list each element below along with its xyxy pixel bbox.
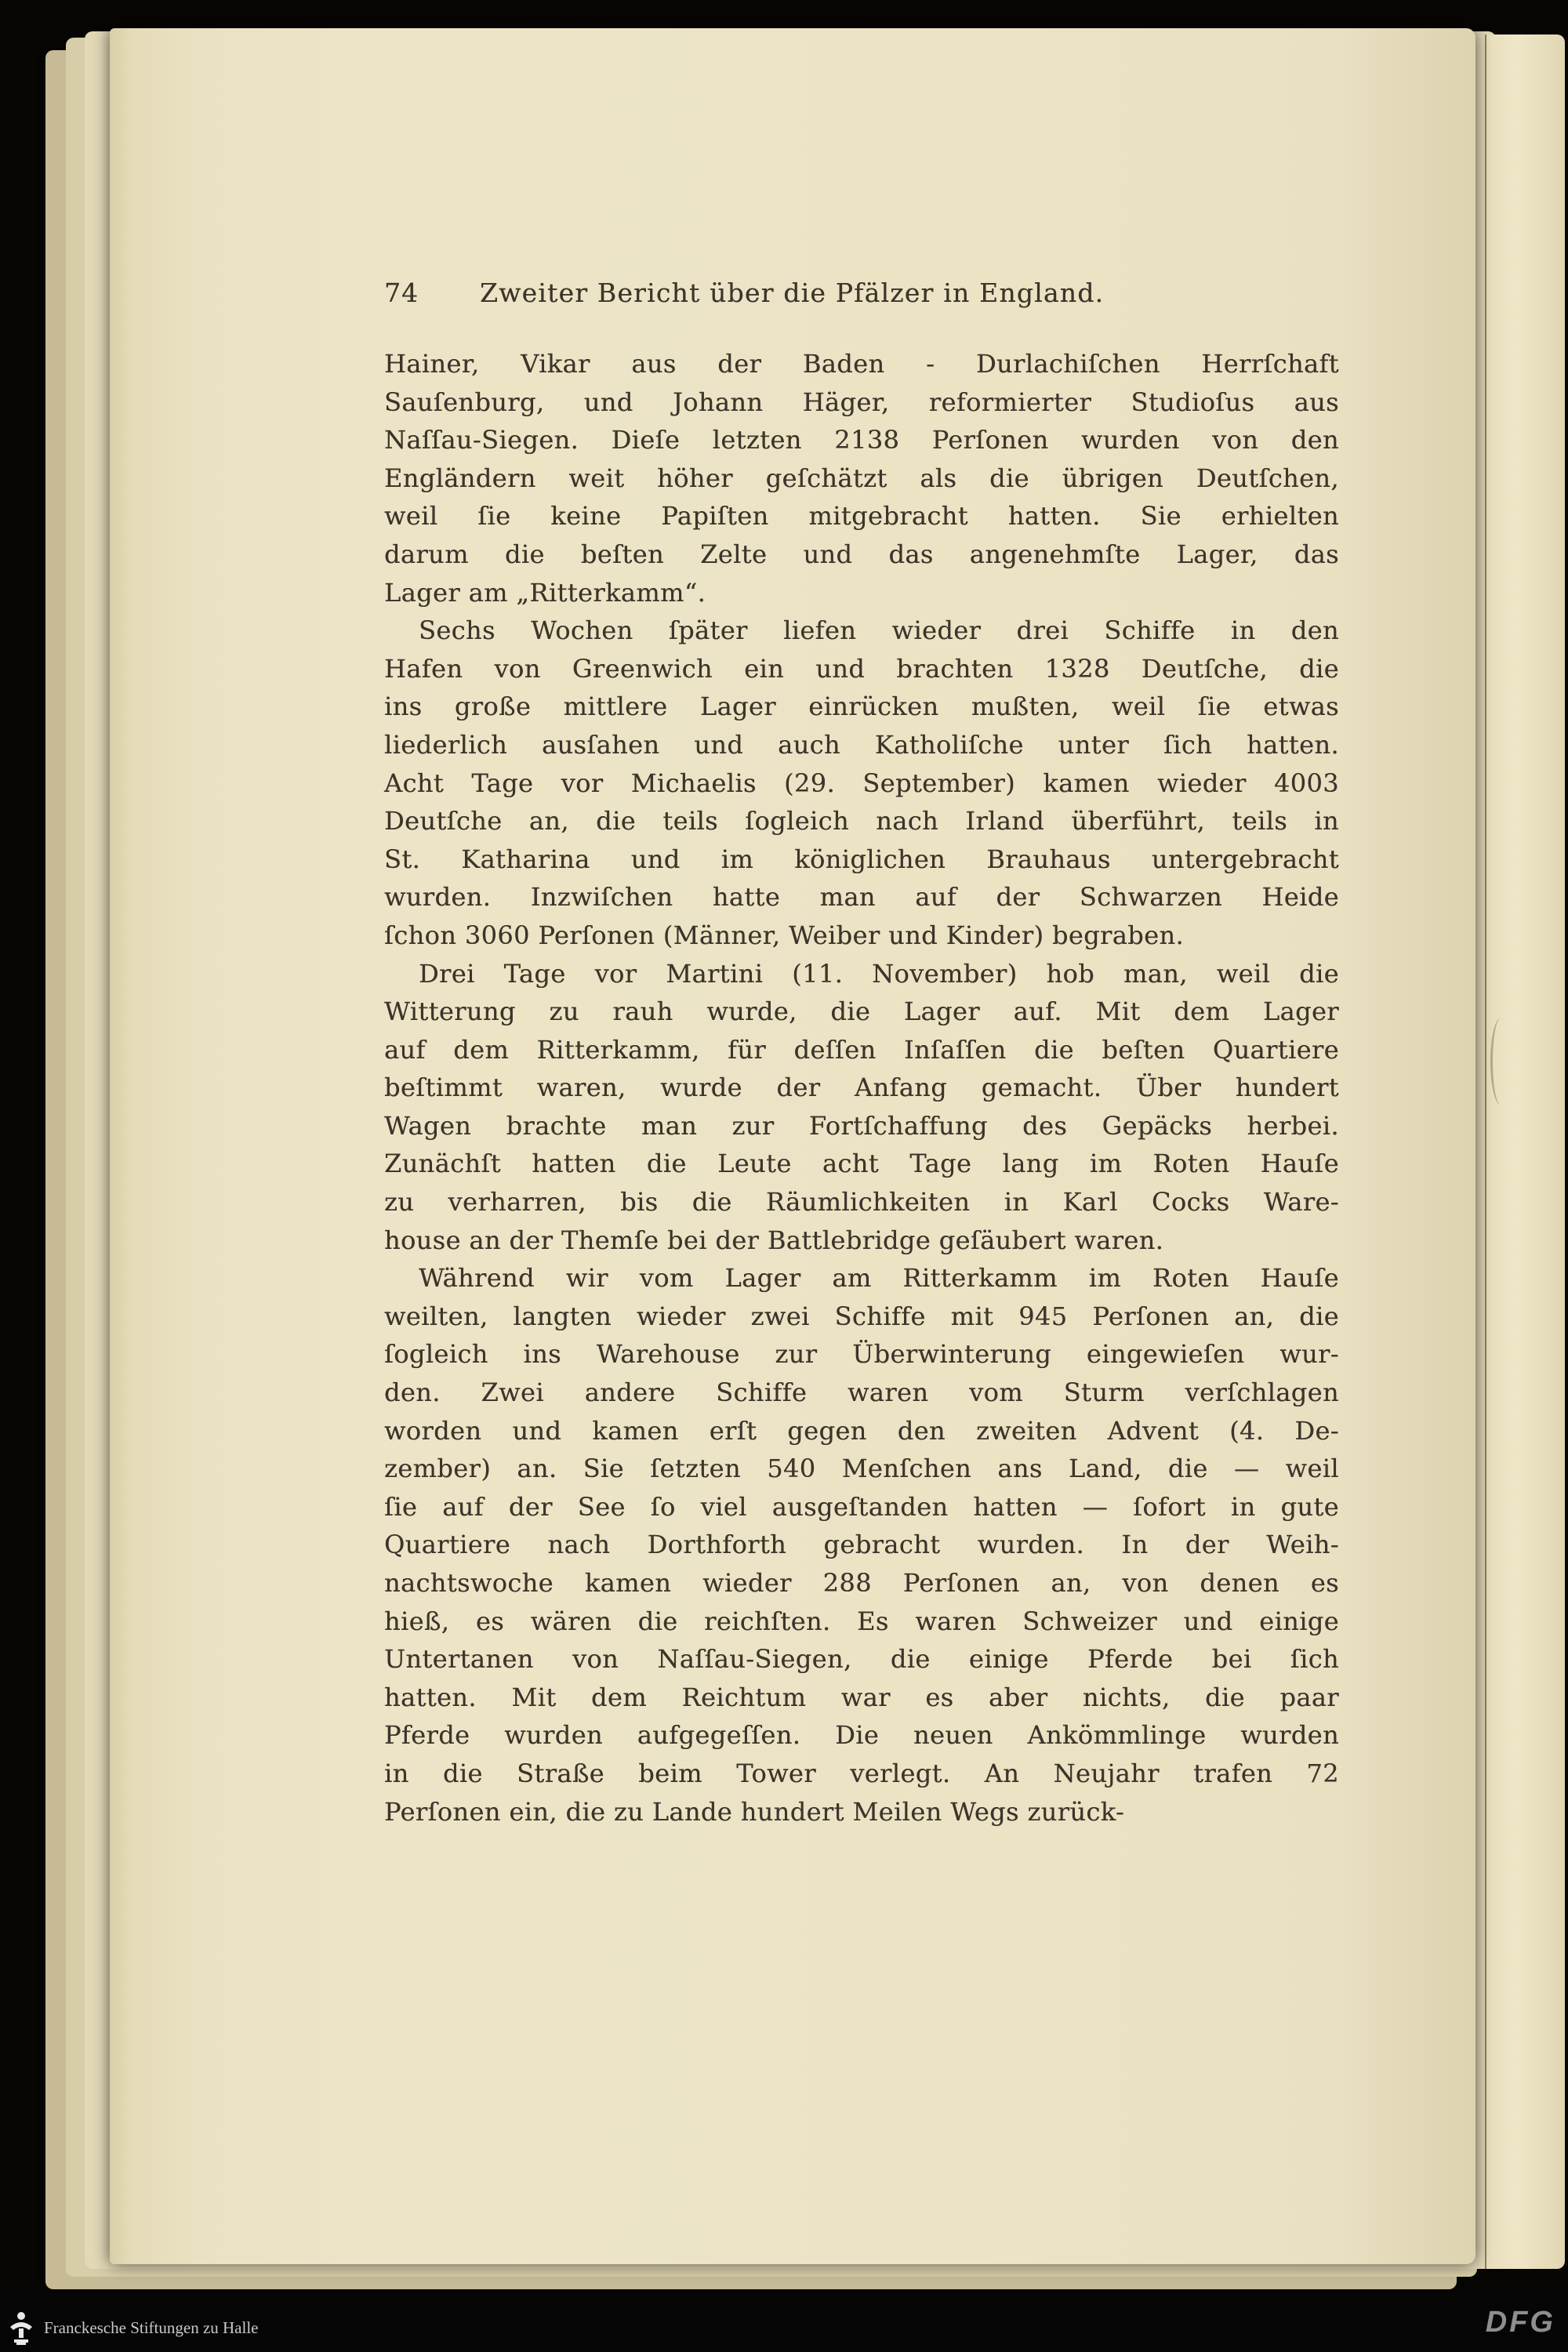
text-line: in die Straße beim Tower verlegt. An Neujahr trafen 72 xyxy=(384,1758,1339,1788)
text-line: hieß, es wären die reichſten. Es waren Schweizer und einige xyxy=(384,1606,1339,1636)
text-line: Engländern weit höher geſchätzt als die übrigen Deutſchen, xyxy=(384,463,1339,493)
page-number: 74 xyxy=(384,278,419,308)
book-page xyxy=(110,28,1475,2264)
text-line: liederlich ausſahen und auch Katholiſche unter ſich hatten. xyxy=(384,729,1339,760)
text-line: Deutſche an, die teils ſogleich nach Irland überführt, teils in xyxy=(384,806,1339,837)
running-title: Zweiter Bericht über die Pfälzer in England. xyxy=(480,278,1105,308)
text-line: Hafen von Greenwich ein und brachten 1328 Deutſche, die xyxy=(384,653,1339,684)
dfg-logo: DFG xyxy=(1485,2306,1555,2339)
page-header xyxy=(384,278,1339,308)
text-line: den. Zwei andere Schiffe waren vom Sturm verſchlagen xyxy=(384,1377,1339,1408)
text-line: Wagen brachte man zur Fortſchaffung des Gepäcks herbei. xyxy=(384,1110,1339,1141)
text-line: zu verharren, bis die Räumlichkeiten in Karl Cocks Ware- xyxy=(384,1187,1339,1218)
text-line: hatten. Mit dem Reichtum war es aber nichts, die paar xyxy=(384,1682,1339,1712)
text-line: house an der Themſe bei der Battlebridge geſäubert waren. xyxy=(384,1225,1164,1255)
next-page-edge xyxy=(1485,34,1565,2269)
text-line: worden und kamen erſt gegen den zweiten Advent (4. De- xyxy=(384,1415,1339,1446)
text-line: Lager am „Ritterkamm“. xyxy=(384,577,706,608)
text-line: Sechs Wochen ſpäter liefen wieder drei Schiffe in den xyxy=(419,615,1339,646)
francke-label: Franckesche Stiftungen zu Halle xyxy=(44,2318,259,2337)
text-line: weil ſie keine Papiſten mitgebracht hatten. Sie erhielten xyxy=(384,501,1339,532)
text-line: nachtswoche kamen wieder 288 Perſonen an, von denen es xyxy=(384,1568,1339,1598)
text-line: Sauſenburg, und Johann Häger, reformierter Studioſus aus xyxy=(384,387,1339,417)
page-fold xyxy=(1490,1018,1511,1105)
text-line: ſie auf der See ſo viel ausgeſtanden hatten — ſofort in gute xyxy=(384,1491,1339,1522)
text-line: St. Katharina und im königlichen Brauhaus untergebracht xyxy=(384,844,1339,874)
text-line: Zunächſt hatten die Leute acht Tage lang im Roten Hauſe xyxy=(384,1149,1339,1179)
text-line: Acht Tage vor Michaelis (29. September) kamen wieder 4003 xyxy=(384,768,1339,798)
text-line: ſogleich ins Warehouse zur Überwinterung eingewieſen wur- xyxy=(384,1339,1339,1370)
francke-logo-block xyxy=(8,2310,259,2346)
text-line: auf dem Ritterkamm, für deſſen Inſaſſen die beſten Quartiere xyxy=(384,1034,1339,1065)
text-line: weilten, langten wieder zwei Schiffe mit 945 Perſonen an, die xyxy=(384,1301,1339,1331)
text-line: zember) an. Sie ſetzten 540 Menſchen ans Land, die — weil xyxy=(384,1454,1339,1484)
text-line: beſtimmt waren, wurde der Anfang gemacht. Über hundert xyxy=(384,1073,1339,1103)
text-line: ins große mittlere Lager einrücken mußten, weil ſie etwas xyxy=(384,691,1339,722)
text-line: Während wir vom Lager am Ritterkamm im Roten Hauſe xyxy=(419,1263,1339,1294)
text-line: Pferde wurden aufgegeſſen. Die neuen Ankömmlinge wurden xyxy=(384,1720,1339,1751)
text-line: Drei Tage vor Martini (11. November) hob man, weil die xyxy=(419,958,1339,989)
text-line: Untertanen von Naſſau-Siegen, die einige Pferde bei ſich xyxy=(384,1644,1339,1675)
footer-bar xyxy=(0,2289,1568,2352)
page-body xyxy=(384,345,1339,1831)
text-line: Quartiere nach Dorthforth gebracht wurden. In der Weih- xyxy=(384,1530,1339,1560)
francke-emblem-icon xyxy=(8,2310,34,2346)
text-line: darum die beſten Zelte und das angenehmſte Lager, das xyxy=(384,539,1339,569)
text-line: Witterung zu rauh wurde, die Lager auf. Mit dem Lager xyxy=(384,996,1339,1027)
text-line: wurden. Inzwiſchen hatte man auf der Schwarzen Heide xyxy=(384,882,1339,913)
text-line: ſchon 3060 Perſonen (Männer, Weiber und Kinder) begraben. xyxy=(384,920,1185,950)
text-line: Hainer, Vikar aus der Baden - Durlachiſchen Herrſchaft xyxy=(384,349,1339,379)
text-line: Perſonen ein, die zu Lande hundert Meilen Wegs zurück- xyxy=(384,1796,1125,1827)
text-line: Naſſau-Siegen. Dieſe letzten 2138 Perſonen wurden von den xyxy=(384,425,1339,456)
